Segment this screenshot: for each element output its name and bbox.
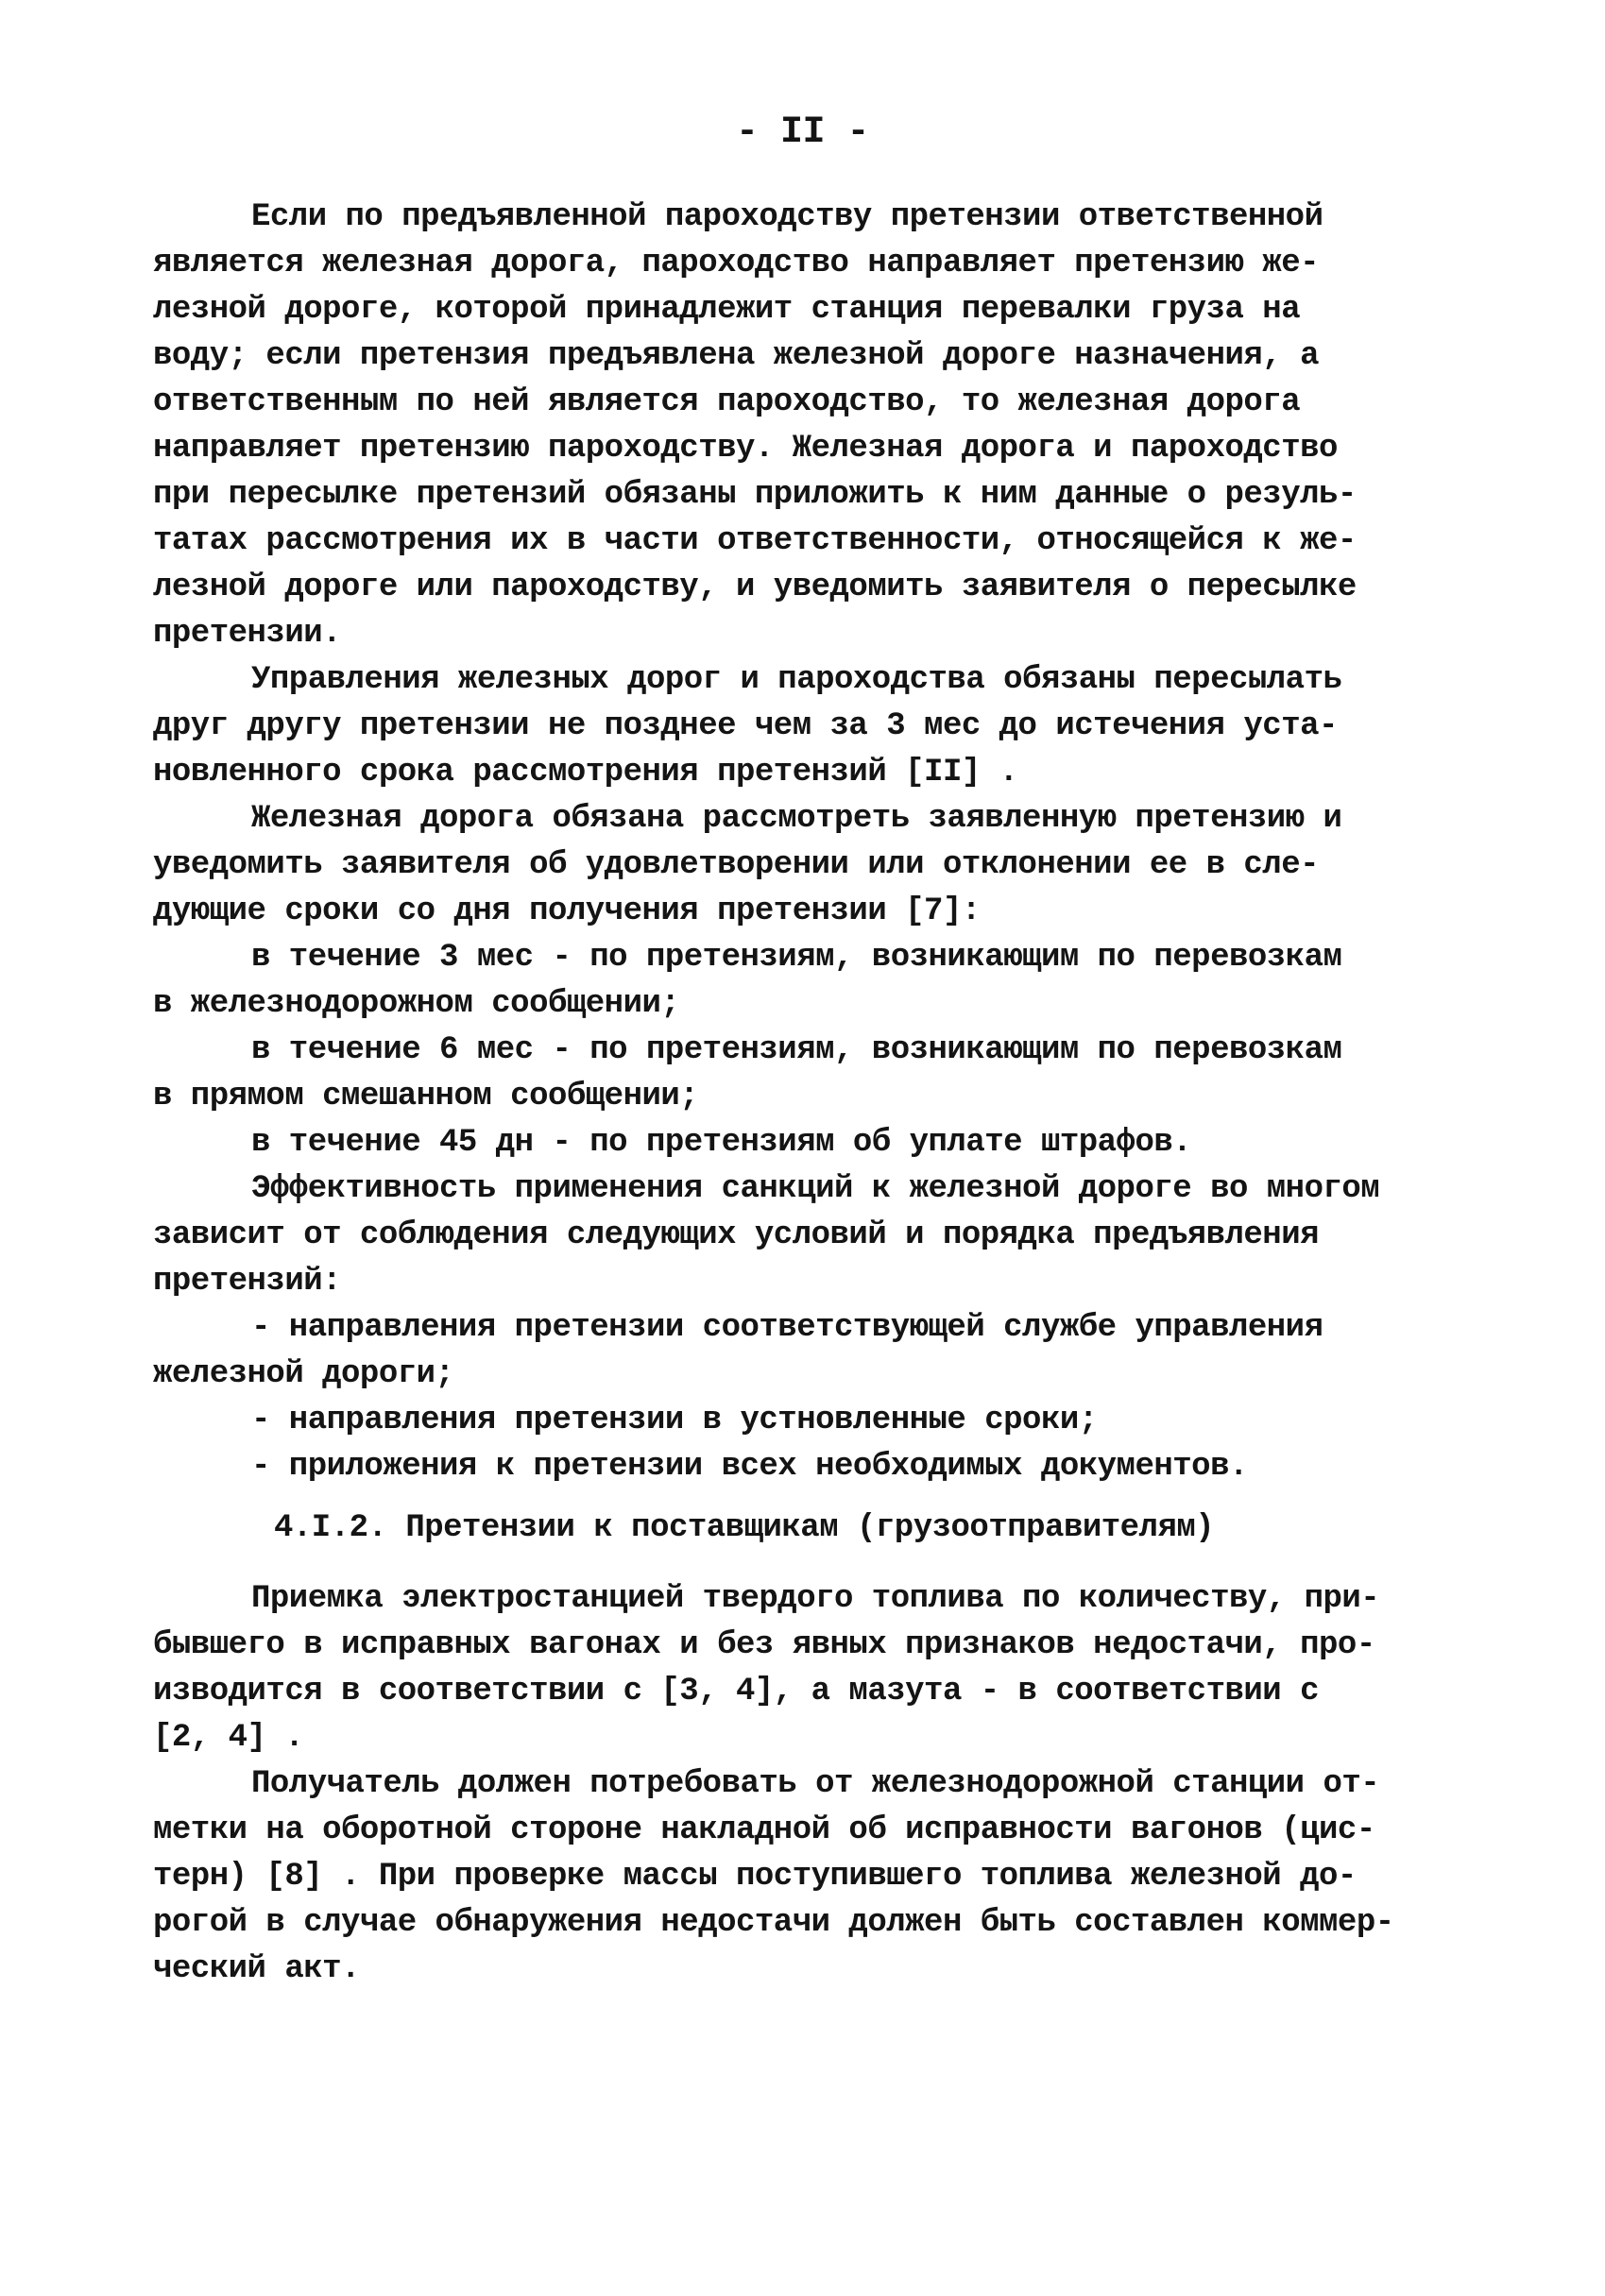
text-line: терн) [8] . При проверке массы поступившего топлива железной до- bbox=[153, 1859, 1357, 1895]
text-line: [2, 4] . bbox=[153, 1720, 304, 1756]
page-number: - II - bbox=[735, 111, 870, 154]
list-line: в прямом смешанном сообщении; bbox=[153, 1079, 699, 1114]
text-line: является железная дорога, пароходство направляет претензию же- bbox=[153, 246, 1320, 281]
list-line: в железнодорожном сообщении; bbox=[153, 986, 680, 1022]
text-line: ческий акт. bbox=[153, 1951, 360, 1987]
text-line: новленного срока рассмотрения претензий [II] . bbox=[153, 755, 1018, 791]
text-line: зависит от соблюдения следующих условий и порядка предъявления bbox=[153, 1217, 1320, 1253]
text-line: ответственным по ней является пароходство, то железная дорога bbox=[153, 384, 1301, 420]
list-line: в течение 6 мес - по претензиям, возникающим по перевозкам bbox=[251, 1032, 1342, 1068]
list-line: - приложения к претензии всех необходимых документов. bbox=[251, 1449, 1248, 1485]
list-line: железной дороги; bbox=[153, 1356, 454, 1392]
text-line: друг другу претензии не позднее чем за 3 мес до истечения уста- bbox=[153, 708, 1338, 744]
text-line: рогой в случае обнаружения недостачи должен быть составлен коммер- bbox=[153, 1905, 1394, 1941]
text-line: лезной дороге или пароходству, и уведомить заявителя о пересылке bbox=[153, 570, 1357, 605]
text-line: Получатель должен потребовать от железнодорожной станции от- bbox=[251, 1766, 1380, 1802]
list-line: - направления претензии соответствующей службе управления bbox=[251, 1310, 1323, 1346]
text-line: Приемка электростанцией твердого топлива по количеству, при- bbox=[251, 1581, 1380, 1617]
list-line: в течение 45 дн - по претензиям об уплате штрафов. bbox=[251, 1125, 1192, 1161]
section-heading: 4.I.2. Претензии к поставщикам (грузоотправителям) bbox=[274, 1510, 1215, 1546]
text-line: Эффективность применения санкций к железной дороге во многом bbox=[251, 1171, 1380, 1207]
text-line: направляет претензию пароходству. Железная дорога и пароходство bbox=[153, 431, 1338, 467]
text-line: претензии. bbox=[153, 616, 342, 652]
text-line: бывшего в исправных вагонах и без явных признаков недостачи, про- bbox=[153, 1627, 1375, 1663]
text-line: Железная дорога обязана рассмотреть заявленную претензию и bbox=[251, 801, 1342, 837]
text-line: метки на оборотной стороне накладной об исправности вагонов (цис- bbox=[153, 1812, 1375, 1848]
text-line: уведомить заявителя об удовлетворении или отклонении ее в сле- bbox=[153, 847, 1320, 883]
text-line: татах рассмотрения их в части ответственности, относящейся к же- bbox=[153, 523, 1357, 559]
text-line: дующие сроки со дня получения претензии [7]: bbox=[153, 893, 981, 929]
text-line: претензий: bbox=[153, 1264, 342, 1300]
text-line: Управления железных дорог и пароходства обязаны пересылать bbox=[251, 662, 1342, 698]
text-line: изводится в соответствии с [3, 4], а мазута - в соответствии с bbox=[153, 1674, 1320, 1709]
text-line: Если по предъявленной пароходству претензии ответственной bbox=[251, 199, 1323, 235]
list-line: в течение 3 мес - по претензиям, возникающим по перевозкам bbox=[251, 940, 1342, 976]
text-line: лезной дороге, которой принадлежит станция перевалки груза на bbox=[153, 292, 1301, 328]
text-line: при пересылке претензий обязаны приложить к ним данные о резуль- bbox=[153, 477, 1357, 513]
text-line: воду; если претензия предъявлена железной дороге назначения, а bbox=[153, 338, 1320, 374]
list-line: - направления претензии в устновленные сроки; bbox=[251, 1403, 1098, 1438]
